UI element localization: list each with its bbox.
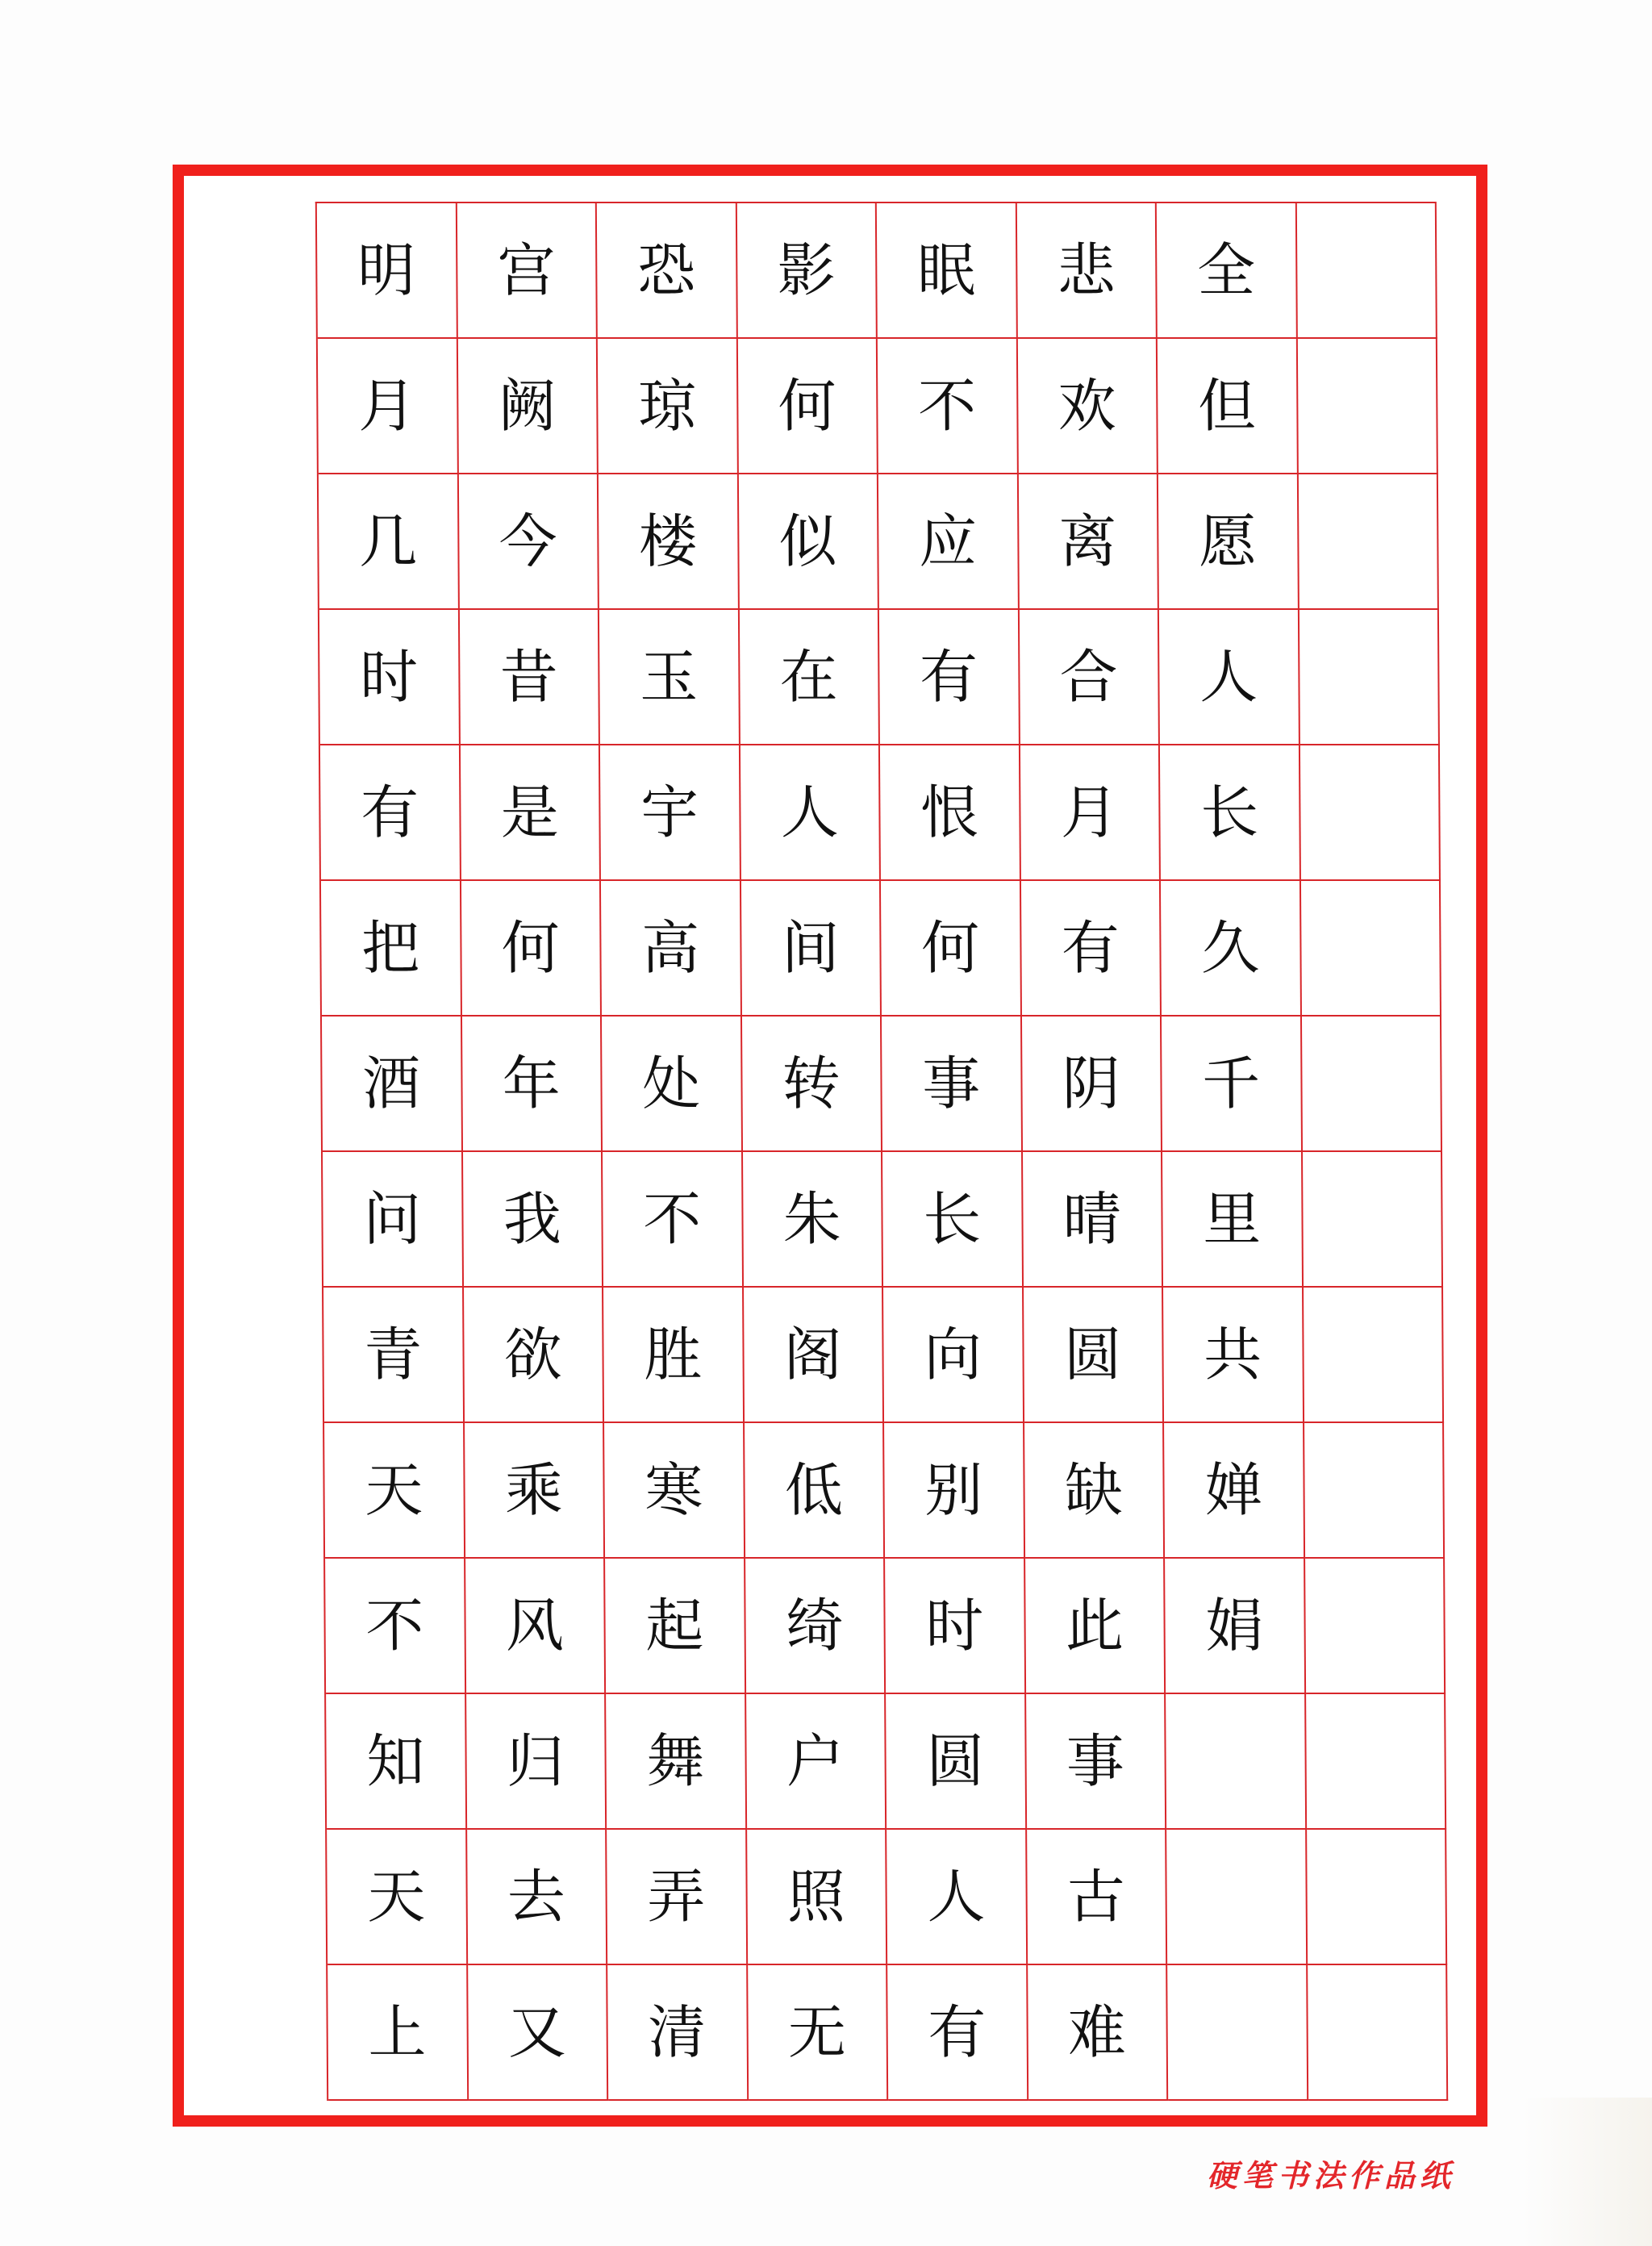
grid-cell: 何 <box>461 881 602 1017</box>
grid-cell: 别 <box>884 1423 1025 1559</box>
grid-cell: 知 <box>326 1694 467 1830</box>
grid-cell: 眠 <box>877 203 1018 339</box>
grid-cell: 处 <box>602 1017 743 1152</box>
grid-cell: 难 <box>1028 1965 1169 2101</box>
grid-cell: 舞 <box>606 1694 747 1830</box>
grid-cell: 今 <box>458 474 599 610</box>
grid-cell: 明 <box>317 203 458 339</box>
grid-cell: 青 <box>323 1288 465 1423</box>
grid-cell: 去 <box>467 1830 608 1965</box>
grid-cell: 低 <box>745 1423 886 1559</box>
grid-cell <box>1308 1965 1449 2101</box>
grid-cell: 全 <box>1157 203 1298 339</box>
grid-cell: 酒 <box>322 1017 463 1152</box>
grid-cell: 向 <box>883 1288 1024 1423</box>
grid-cell: 悲 <box>1016 203 1158 339</box>
grid-cell: 里 <box>1162 1152 1304 1288</box>
grid-cell: 欲 <box>464 1288 605 1423</box>
grid-cell <box>1304 1288 1445 1423</box>
grid-cell: 缺 <box>1024 1423 1166 1559</box>
grid-cell: 愿 <box>1158 474 1299 610</box>
grid-cell: 无 <box>748 1965 889 2101</box>
grid-cell: 应 <box>878 474 1020 610</box>
grid-cell: 上 <box>327 1965 469 2101</box>
grid-cell: 归 <box>466 1694 607 1830</box>
grid-cell: 古 <box>1027 1830 1168 1965</box>
grid-cell: 人 <box>886 1830 1028 1965</box>
grid-cell <box>1301 1017 1442 1152</box>
grid-cell: 转 <box>741 1017 882 1152</box>
grid-cell: 是 <box>460 745 601 881</box>
grid-cell: 时 <box>885 1559 1026 1694</box>
grid-cell <box>1299 745 1441 881</box>
grid-cell: 起 <box>605 1559 746 1694</box>
grid-cell: 事 <box>1026 1694 1167 1830</box>
grid-cell: 月 <box>318 339 459 474</box>
grid-cell: 不 <box>878 339 1019 474</box>
grid-cell: 年 <box>461 1017 603 1152</box>
grid-cell: 何 <box>881 881 1022 1017</box>
grid-cell: 恐 <box>597 203 738 339</box>
grid-cell: 晴 <box>1023 1152 1164 1288</box>
grid-cell: 不 <box>603 1152 744 1288</box>
grid-cell <box>1298 474 1439 610</box>
grid-cell: 有 <box>320 745 461 881</box>
grid-cell: 有 <box>887 1965 1028 2101</box>
grid-cell: 问 <box>323 1152 464 1288</box>
grid-cell: 天 <box>324 1423 465 1559</box>
grid-cell: 把 <box>321 881 462 1017</box>
grid-cell <box>1166 1830 1308 1965</box>
grid-cell: 似 <box>738 474 879 610</box>
grid-cell <box>1167 1965 1308 2101</box>
grid-cell: 人 <box>1159 610 1300 745</box>
grid-cell <box>1305 1559 1446 1694</box>
grid-cell <box>1304 1423 1446 1559</box>
grid-cell: 阁 <box>744 1288 885 1423</box>
grid-cell <box>1303 1152 1444 1288</box>
grid-cell: 不 <box>325 1559 466 1694</box>
grid-cell: 昔 <box>459 610 600 745</box>
grid-cell <box>1296 203 1437 339</box>
grid-cell: 我 <box>463 1152 604 1288</box>
grid-cell <box>1297 339 1438 474</box>
grid-cell: 绮 <box>745 1559 886 1694</box>
grid-cell: 照 <box>747 1830 888 1965</box>
grid-cell <box>1300 881 1441 1017</box>
grid-cell: 久 <box>1161 881 1302 1017</box>
grid-cell <box>1166 1694 1307 1830</box>
grid-cell: 朱 <box>743 1152 884 1288</box>
grid-cell: 月 <box>1020 745 1161 881</box>
grid-cell: 户 <box>746 1694 887 1830</box>
grid-cell: 宫 <box>457 203 598 339</box>
grid-cell: 何 <box>737 339 878 474</box>
grid-cell: 有 <box>879 610 1020 745</box>
grid-cell: 时 <box>319 610 461 745</box>
grid-cell: 圆 <box>886 1694 1027 1830</box>
grid-cell: 阙 <box>457 339 599 474</box>
grid-cell: 间 <box>740 881 882 1017</box>
paper-title-label: 硬笔书法作品纸 <box>1206 2157 1455 2194</box>
grid-cell: 圆 <box>1024 1288 1165 1423</box>
grid-cell: 影 <box>736 203 878 339</box>
grid-cell: 共 <box>1163 1288 1304 1423</box>
grid-cell: 合 <box>1019 610 1160 745</box>
grid-cell: 胜 <box>603 1288 745 1423</box>
grid-cell: 离 <box>1018 474 1159 610</box>
grid-cell: 寒 <box>604 1423 745 1559</box>
grid-cell: 清 <box>607 1965 749 2101</box>
grid-cell: 又 <box>468 1965 609 2101</box>
grid-cell: 但 <box>1158 339 1299 474</box>
grid-cell: 宇 <box>600 745 741 881</box>
grid-cell: 欢 <box>1017 339 1158 474</box>
grid-cell: 此 <box>1025 1559 1166 1694</box>
grid-cell: 恨 <box>880 745 1021 881</box>
grid-cell: 长 <box>1160 745 1301 881</box>
grid-cell: 事 <box>882 1017 1023 1152</box>
grid-cell <box>1307 1830 1448 1965</box>
grid-cell: 弄 <box>607 1830 748 1965</box>
grid-cell: 人 <box>740 745 881 881</box>
grid-cell: 在 <box>739 610 880 745</box>
grid-cell <box>1306 1694 1447 1830</box>
grid-cell: 乘 <box>465 1423 606 1559</box>
writing-grid <box>315 202 1448 2101</box>
grid-cell <box>1299 610 1440 745</box>
grid-cell: 楼 <box>599 474 740 610</box>
grid-cell: 阴 <box>1021 1017 1162 1152</box>
grid-cell: 风 <box>465 1559 607 1694</box>
grid-cell: 天 <box>327 1830 468 1965</box>
page-edge-shadow <box>1523 2098 1652 2246</box>
grid-cell: 几 <box>319 474 460 610</box>
grid-cell: 高 <box>601 881 742 1017</box>
grid-cell: 玉 <box>599 610 740 745</box>
grid-cell: 长 <box>882 1152 1024 1288</box>
grid-cell: 千 <box>1162 1017 1303 1152</box>
grid-cell: 娟 <box>1165 1559 1306 1694</box>
grid-cell: 有 <box>1020 881 1162 1017</box>
grid-cell: 琼 <box>598 339 739 474</box>
grid-cell: 婵 <box>1164 1423 1305 1559</box>
